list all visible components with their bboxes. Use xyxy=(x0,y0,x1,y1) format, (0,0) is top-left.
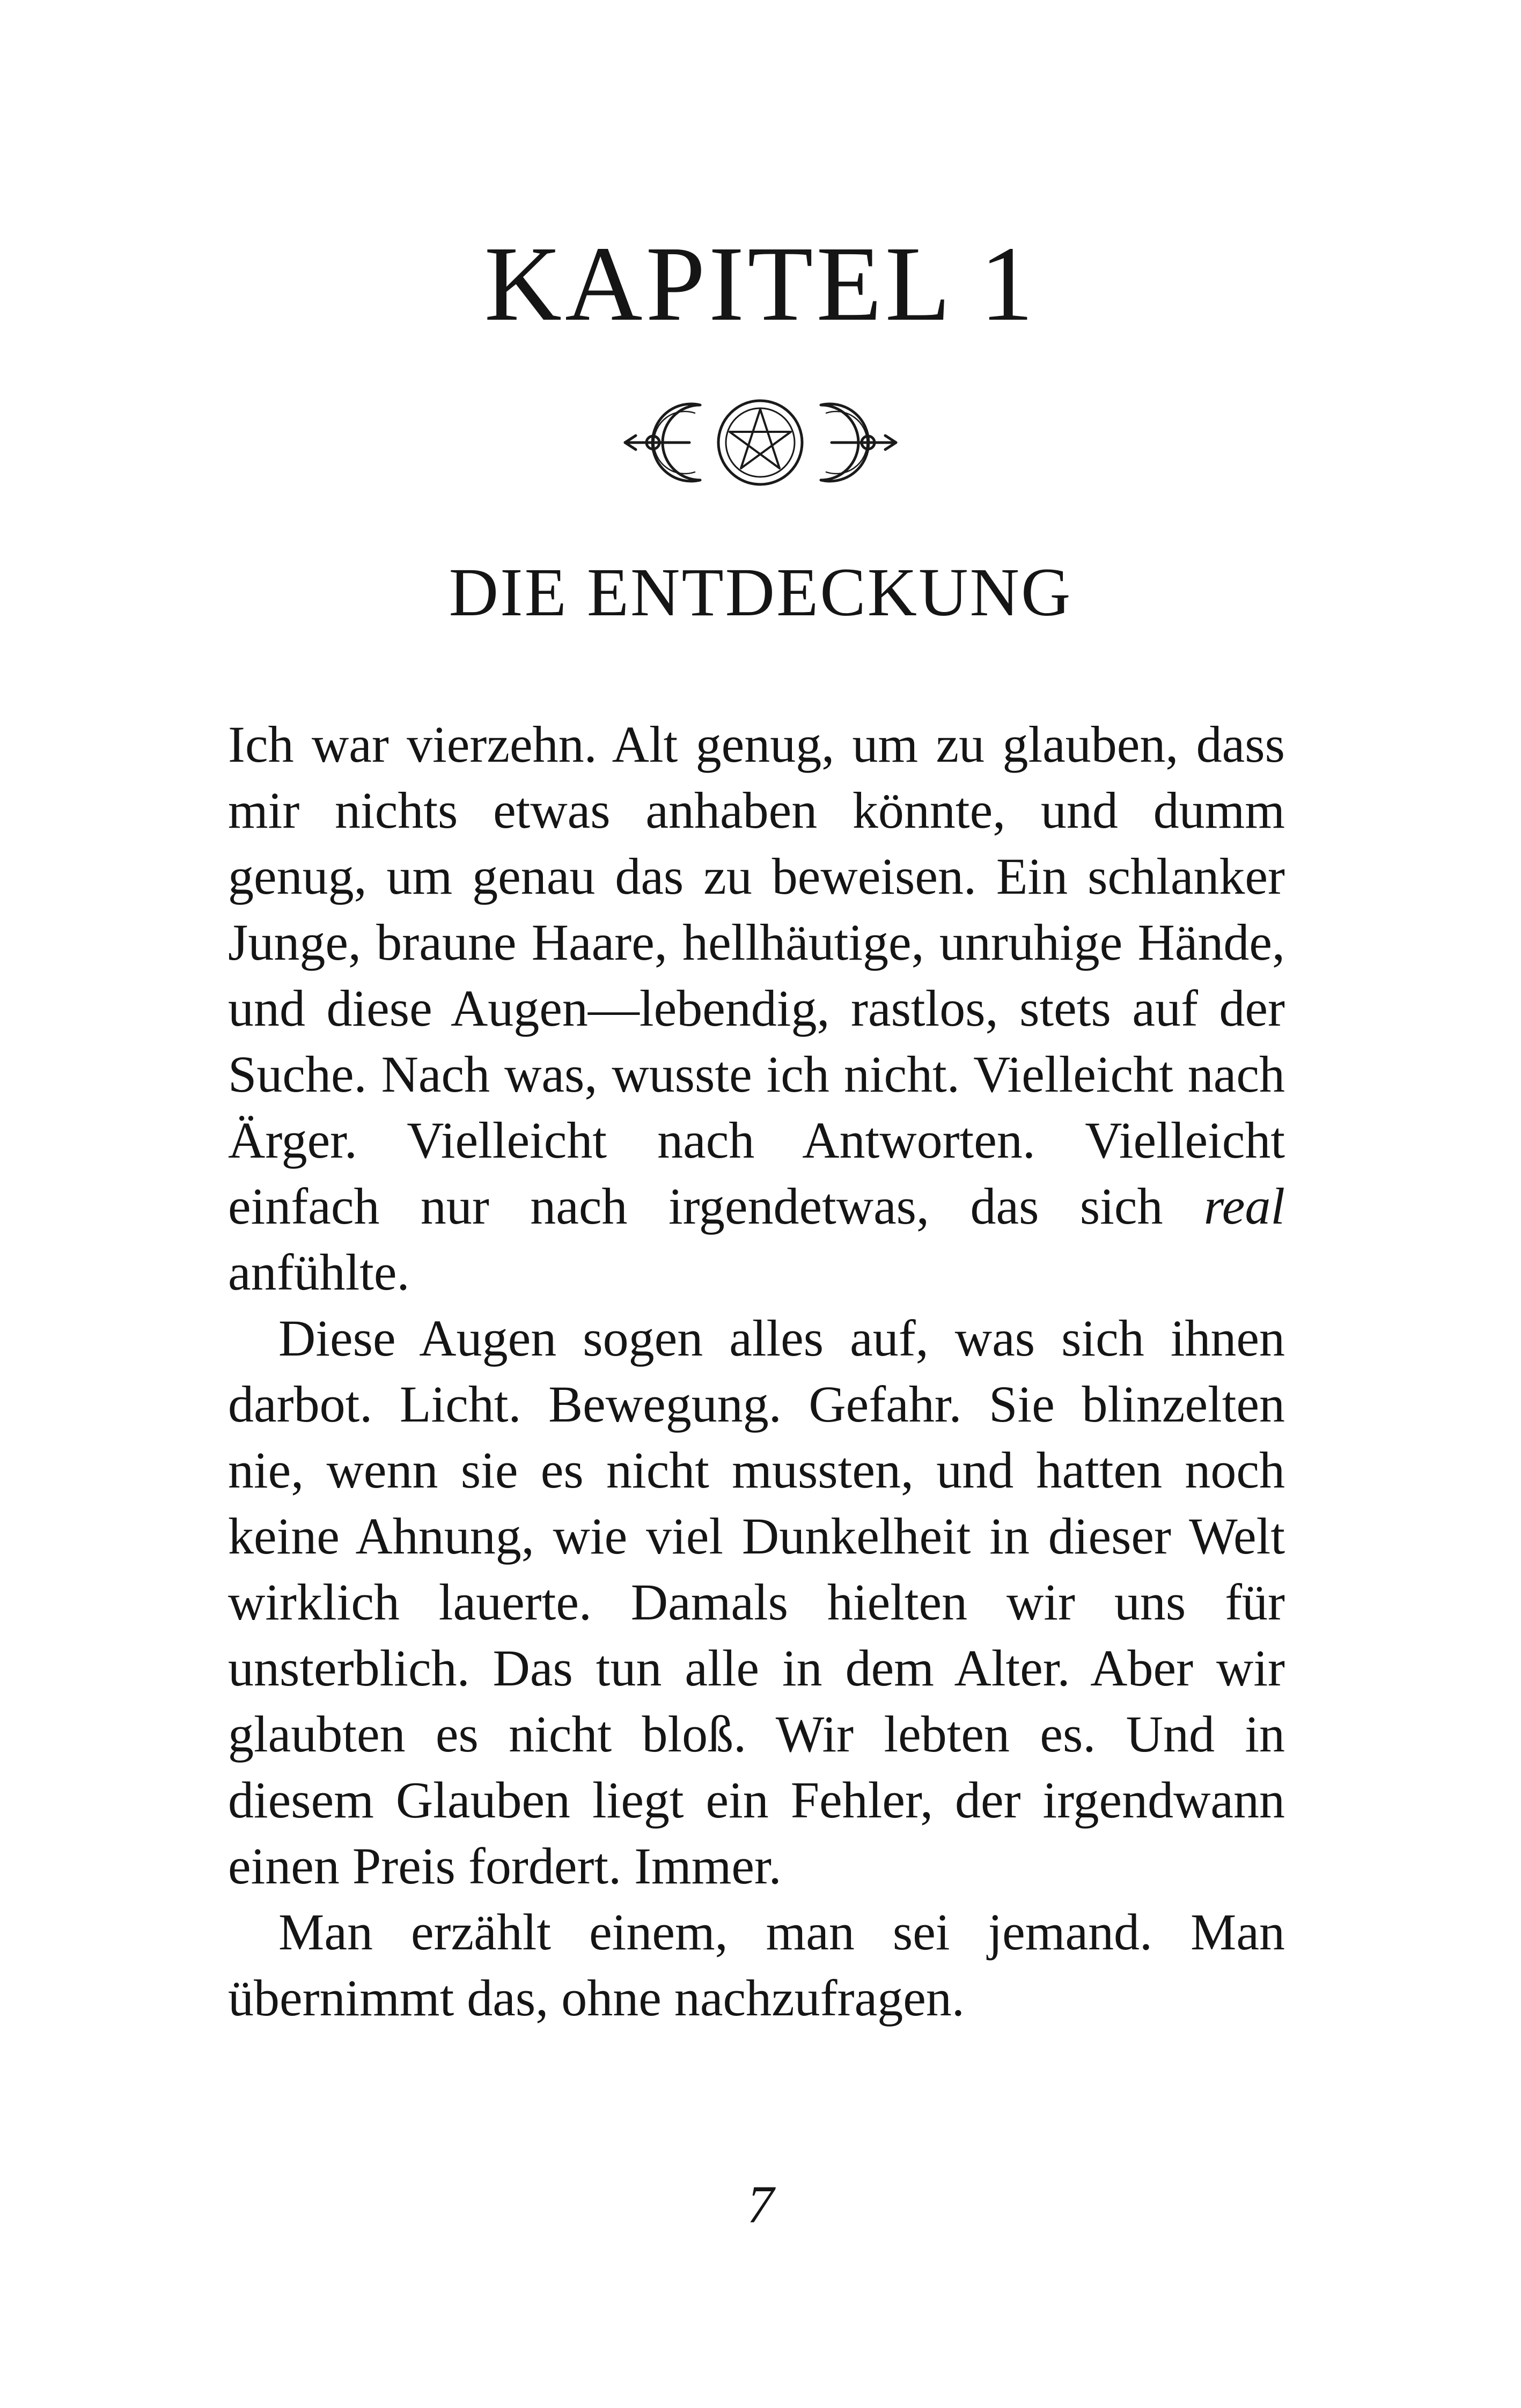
triple-moon-pentacle-icon xyxy=(620,386,901,499)
chapter-title: KAPITEL 1 xyxy=(484,225,1037,343)
emphasis-text: real xyxy=(1203,1177,1285,1235)
chapter-subtitle: DIE ENTDECKUNG xyxy=(449,554,1072,630)
page-number: 7 xyxy=(747,2175,774,2234)
paragraph-text: anfühlte. xyxy=(228,1243,410,1301)
paragraph: Diese Augen sogen alles auf, was sich ihnen darbot. Licht. Bewegung. Gefahr. Sie blinzelten nie, wenn sie es nicht mussten, und hatten noch keine Ahnung, wie viel Dunkelheit in dieser Welt wirklich lauerte. Damals hielten wir uns für unsterblich. Das tun alle in dem Alter. Aber wir glaubten es nicht bloß. Wir lebten es. Und in diesem Glauben liegt ein Fehler, der irgendwann einen Preis fordert. Immer. xyxy=(228,1309,1285,1895)
paragraph: Man erzählt einem, man sei jemand. Man übernimmt das, ohne nachzufragen. xyxy=(228,1903,1285,2027)
chapter-body xyxy=(228,711,1285,2031)
paragraph-text: Ich war vierzehn. Alt genug, um zu glauben, dass mir nichts etwas anhaben könnte, und dumm genug, um genau das zu beweisen. Ein schlanker Junge, braune Haare, hellhäutige, unruhige Hände, und diese Augen—lebendig, rastlos, stets auf der Suche. Nach was, wusste ich nicht. Vielleicht nach Ärger. Vielleicht nach Antworten. Vielleicht einfach nur nach irgendetwas, das sich xyxy=(228,716,1285,1235)
paragraph xyxy=(228,711,1285,1305)
